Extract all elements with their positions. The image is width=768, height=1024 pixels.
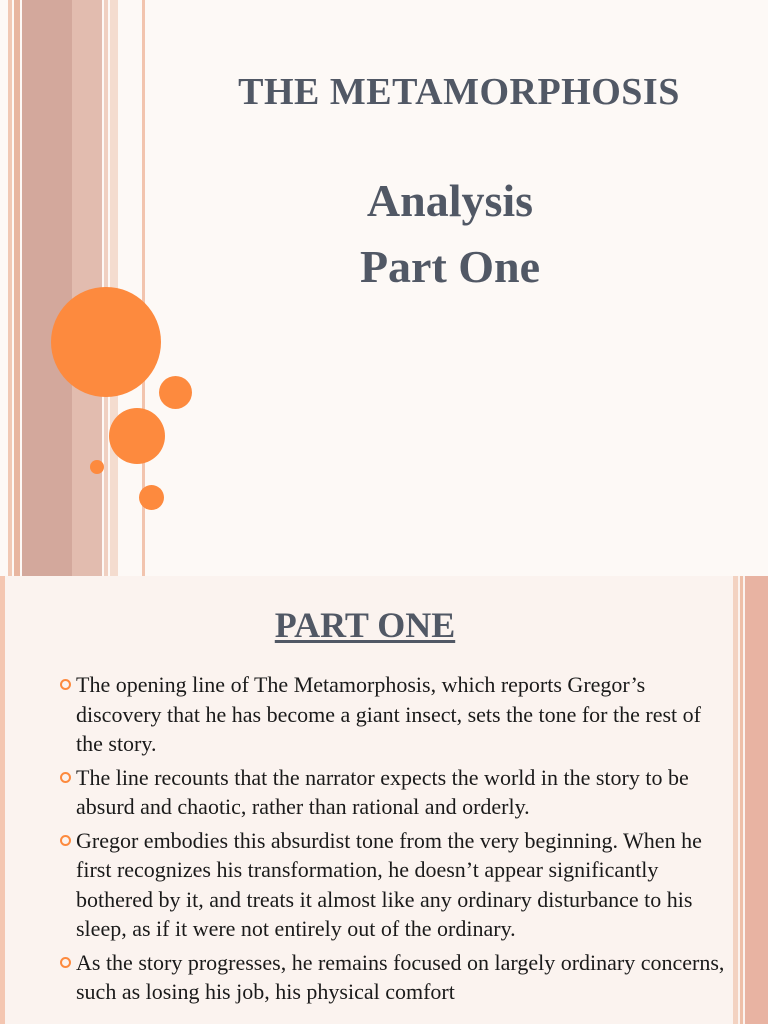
decorative-stripe xyxy=(733,576,738,1024)
decorative-circle-small xyxy=(139,485,164,510)
bullet-ring-icon xyxy=(60,835,71,846)
bullet-text: As the story progresses, he remains focused on largely ordinary concerns, such as losing his job, his physical comfort xyxy=(76,949,725,1004)
slide-subtitle xyxy=(150,168,750,300)
decorative-circle-tiny xyxy=(90,460,104,474)
decorative-circle-small xyxy=(159,376,192,409)
decorative-stripe xyxy=(22,0,72,576)
bullet-list xyxy=(60,670,730,1011)
slide-title: THE METAMORPHOSIS xyxy=(238,71,680,113)
decorative-stripe xyxy=(8,0,12,576)
decorative-circle-medium xyxy=(109,408,165,464)
decorative-circle-large xyxy=(51,287,161,397)
list-item xyxy=(60,948,730,1007)
bullet-text: The opening line of The Metamorphosis, which reports Gregor’s discovery that he has become a giant insect, sets the tone for the rest of the story. xyxy=(76,672,701,756)
list-item xyxy=(60,826,730,944)
bullet-ring-icon xyxy=(60,679,71,690)
slide-heading: PART ONE xyxy=(274,605,456,645)
list-item xyxy=(60,670,730,759)
subtitle-line-analysis: Analysis xyxy=(366,175,534,226)
bullet-ring-icon xyxy=(60,957,71,968)
bullet-ring-icon xyxy=(60,772,71,783)
list-item xyxy=(60,763,730,822)
bullet-text: Gregor embodies this absurdist tone from the very beginning. When he first recognizes his transformation, he doesn’t appear significantly bothered by it, and treats it almost like any ordinary disturbance to his sleep, as if it were not entirely out of the ordinary. xyxy=(76,827,702,941)
decorative-stripe xyxy=(14,0,20,576)
decorative-stripe xyxy=(745,576,768,1024)
subtitle-line-part-one: Part One xyxy=(359,241,541,292)
decorative-stripe xyxy=(740,576,743,1024)
content-slide xyxy=(0,576,768,1024)
bullet-text: The line recounts that the narrator expects the world in the story to be absurd and chaotic, rather than rational and orderly. xyxy=(76,764,689,819)
